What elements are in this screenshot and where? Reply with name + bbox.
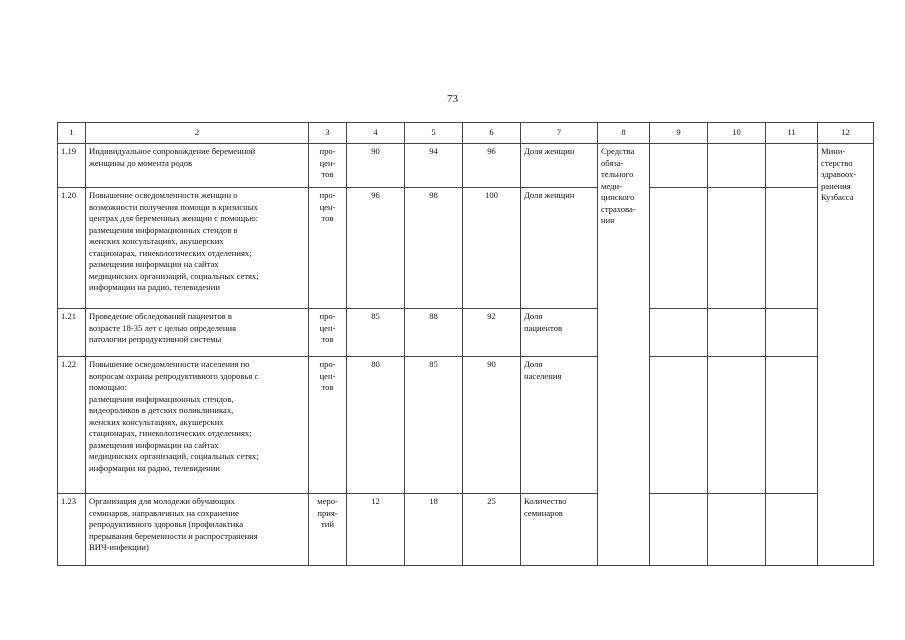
indicator-cell: Доля женщин	[521, 188, 598, 309]
empty-cell-11	[766, 188, 818, 309]
header-row	[58, 123, 874, 144]
funding-source-cell: Средства обяза- тельного меди- цинского страхова- ния	[598, 144, 650, 566]
value-year-1: 90	[347, 144, 405, 188]
page-number: 73	[447, 93, 458, 105]
unit-cell: про- цен- тов	[309, 188, 347, 309]
row-number: 1.20	[58, 188, 86, 309]
row-number: 1.19	[58, 144, 86, 188]
value-year-1: 80	[347, 357, 405, 494]
header-cell-10: 10	[708, 123, 766, 144]
table-row	[58, 309, 874, 357]
measure-text: Повышение осведомленности населения по вопросам охраны репродуктивного здоровья с помощью: размещения информационных стендов, видеороликов в детских поликлиниках, женских консультациях, акушерских стационарах, гинекологических отделениях; размещения информации на сайтах медицинских организаций, социальных сетях; информации на радио, телевидении	[86, 357, 309, 494]
value-year-1: 85	[347, 309, 405, 357]
empty-cell-10	[708, 144, 766, 188]
table-row	[58, 494, 874, 566]
measure-text: Повышение осведомленности женщин о возможности получения помощи в кризисных центрах для беременных женщин с помощью: размещения информационных стендов в женских консультациях, акушерских стационарах, гинекологических отделениях; размещения информации на сайтах медицинских организаций, социальных сетях; информации на радио, телевидении	[86, 188, 309, 309]
header-cell-6: 6	[463, 123, 521, 144]
indicator-cell: Доля пациентов	[521, 309, 598, 357]
empty-cell-9	[650, 357, 708, 494]
header-cell-3: 3	[309, 123, 347, 144]
value-year-3: 90	[463, 357, 521, 494]
value-year-2: 88	[405, 309, 463, 357]
unit-cell: меро- прия- тий	[309, 494, 347, 566]
empty-cell-9	[650, 144, 708, 188]
value-year-1: 96	[347, 188, 405, 309]
header-cell-7: 7	[521, 123, 598, 144]
value-year-2: 94	[405, 144, 463, 188]
header-cell-8: 8	[598, 123, 650, 144]
value-year-1: 12	[347, 494, 405, 566]
executor-cell: Мини- стерство здравоох- ранения Кузбасса	[818, 144, 874, 566]
measure-text: Индивидуальное сопровождение беременной женщины до момента родов	[86, 144, 309, 188]
table-row	[58, 188, 874, 309]
empty-cell-9	[650, 309, 708, 357]
unit-cell: про- цен- тов	[309, 309, 347, 357]
header-cell-5: 5	[405, 123, 463, 144]
empty-cell-11	[766, 357, 818, 494]
measure-text: Организация для молодежи обучающих семинаров, направленных на сохранение репродуктивного здоровья (профилактика прерывания беременности и распространения ВИЧ-инфекции)	[86, 494, 309, 566]
header-cell-12: 12	[818, 123, 874, 144]
row-number: 1.21	[58, 309, 86, 357]
value-year-3: 100	[463, 188, 521, 309]
plan-table	[57, 122, 874, 566]
row-number: 1.23	[58, 494, 86, 566]
header-cell-9: 9	[650, 123, 708, 144]
header-cell-2: 2	[86, 123, 309, 144]
empty-cell-10	[708, 494, 766, 566]
value-year-2: 85	[405, 357, 463, 494]
empty-cell-11	[766, 144, 818, 188]
value-year-3: 25	[463, 494, 521, 566]
empty-cell-10	[708, 309, 766, 357]
empty-cell-11	[766, 309, 818, 357]
empty-cell-10	[708, 188, 766, 309]
value-year-3: 92	[463, 309, 521, 357]
value-year-3: 96	[463, 144, 521, 188]
empty-cell-10	[708, 357, 766, 494]
indicator-cell: Доля населения	[521, 357, 598, 494]
value-year-2: 98	[405, 188, 463, 309]
header-cell-1: 1	[58, 123, 86, 144]
table-row	[58, 144, 874, 188]
row-number: 1.22	[58, 357, 86, 494]
unit-cell: про- цен- тов	[309, 144, 347, 188]
value-year-2: 18	[405, 494, 463, 566]
header-cell-11: 11	[766, 123, 818, 144]
table-row	[58, 357, 874, 494]
measure-text: Проведение обследований пациентов в возрасте 18-35 лет с целью определения патологии репродуктивной системы	[86, 309, 309, 357]
empty-cell-9	[650, 494, 708, 566]
empty-cell-9	[650, 188, 708, 309]
header-cell-4: 4	[347, 123, 405, 144]
indicator-cell: Доля женщин	[521, 144, 598, 188]
indicator-cell: Количество семинаров	[521, 494, 598, 566]
unit-cell: про- цен- тов	[309, 357, 347, 494]
empty-cell-11	[766, 494, 818, 566]
